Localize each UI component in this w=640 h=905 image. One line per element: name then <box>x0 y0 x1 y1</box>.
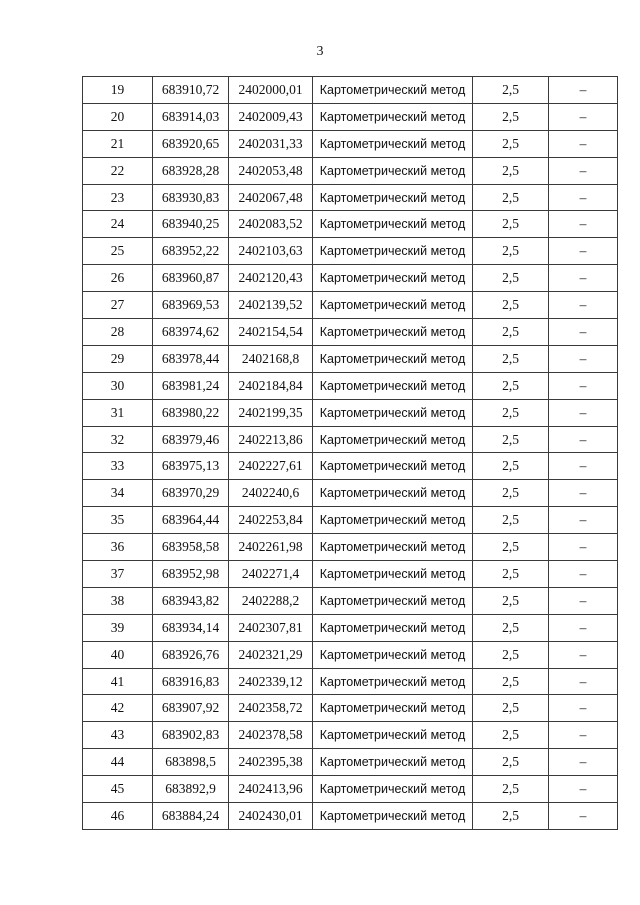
method-cell: Картометрический метод <box>313 534 473 561</box>
method-cell: Картометрический метод <box>313 265 473 292</box>
note-cell: – <box>549 265 618 292</box>
y-coordinate-cell: 2402120,43 <box>229 265 313 292</box>
x-coordinate-cell: 683884,24 <box>153 803 229 830</box>
accuracy-cell: 2,5 <box>473 77 549 104</box>
accuracy-cell: 2,5 <box>473 319 549 346</box>
method-cell: Картометрический метод <box>313 749 473 776</box>
method-cell: Картометрический метод <box>313 695 473 722</box>
x-coordinate-cell: 683980,22 <box>153 399 229 426</box>
note-cell: – <box>549 319 618 346</box>
accuracy-cell: 2,5 <box>473 238 549 265</box>
table-row <box>83 561 618 588</box>
x-coordinate-cell: 683930,83 <box>153 184 229 211</box>
table-row <box>83 184 618 211</box>
y-coordinate-cell: 2402240,6 <box>229 480 313 507</box>
accuracy-cell: 2,5 <box>473 641 549 668</box>
point-number-cell: 44 <box>83 749 153 776</box>
method-cell: Картометрический метод <box>313 803 473 830</box>
point-number-cell: 34 <box>83 480 153 507</box>
point-number-cell: 46 <box>83 803 153 830</box>
accuracy-cell: 2,5 <box>473 399 549 426</box>
note-cell: – <box>549 587 618 614</box>
point-number-cell: 43 <box>83 722 153 749</box>
y-coordinate-cell: 2402288,2 <box>229 587 313 614</box>
x-coordinate-cell: 683970,29 <box>153 480 229 507</box>
note-cell: – <box>549 77 618 104</box>
y-coordinate-cell: 2402261,98 <box>229 534 313 561</box>
y-coordinate-cell: 2402000,01 <box>229 77 313 104</box>
accuracy-cell: 2,5 <box>473 265 549 292</box>
accuracy-cell: 2,5 <box>473 345 549 372</box>
table-row <box>83 345 618 372</box>
accuracy-cell: 2,5 <box>473 507 549 534</box>
x-coordinate-cell: 683892,9 <box>153 776 229 803</box>
y-coordinate-cell: 2402378,58 <box>229 722 313 749</box>
point-number-cell: 38 <box>83 587 153 614</box>
table-row <box>83 776 618 803</box>
y-coordinate-cell: 2402307,81 <box>229 614 313 641</box>
method-cell: Картометрический метод <box>313 668 473 695</box>
table-row <box>83 130 618 157</box>
point-number-cell: 40 <box>83 641 153 668</box>
point-number-cell: 23 <box>83 184 153 211</box>
table-row <box>83 319 618 346</box>
y-coordinate-cell: 2402154,54 <box>229 319 313 346</box>
x-coordinate-cell: 683979,46 <box>153 426 229 453</box>
point-number-cell: 28 <box>83 319 153 346</box>
table-row <box>83 453 618 480</box>
x-coordinate-cell: 683916,83 <box>153 668 229 695</box>
x-coordinate-cell: 683969,53 <box>153 292 229 319</box>
point-number-cell: 39 <box>83 614 153 641</box>
accuracy-cell: 2,5 <box>473 130 549 157</box>
method-cell: Картометрический метод <box>313 561 473 588</box>
y-coordinate-cell: 2402168,8 <box>229 345 313 372</box>
note-cell: – <box>549 292 618 319</box>
accuracy-cell: 2,5 <box>473 372 549 399</box>
table-row <box>83 77 618 104</box>
x-coordinate-cell: 683952,98 <box>153 561 229 588</box>
y-coordinate-cell: 2402103,63 <box>229 238 313 265</box>
note-cell: – <box>549 749 618 776</box>
point-number-cell: 21 <box>83 130 153 157</box>
y-coordinate-cell: 2402395,38 <box>229 749 313 776</box>
x-coordinate-cell: 683907,92 <box>153 695 229 722</box>
accuracy-cell: 2,5 <box>473 803 549 830</box>
point-number-cell: 33 <box>83 453 153 480</box>
method-cell: Картометрический метод <box>313 722 473 749</box>
y-coordinate-cell: 2402413,96 <box>229 776 313 803</box>
accuracy-cell: 2,5 <box>473 614 549 641</box>
accuracy-cell: 2,5 <box>473 722 549 749</box>
note-cell: – <box>549 803 618 830</box>
table-row <box>83 265 618 292</box>
y-coordinate-cell: 2402271,4 <box>229 561 313 588</box>
table-row <box>83 372 618 399</box>
x-coordinate-cell: 683920,65 <box>153 130 229 157</box>
table-row <box>83 399 618 426</box>
table-row <box>83 480 618 507</box>
note-cell: – <box>549 130 618 157</box>
note-cell: – <box>549 668 618 695</box>
accuracy-cell: 2,5 <box>473 587 549 614</box>
table-row <box>83 426 618 453</box>
note-cell: – <box>549 480 618 507</box>
x-coordinate-cell: 683978,44 <box>153 345 229 372</box>
x-coordinate-cell: 683898,5 <box>153 749 229 776</box>
y-coordinate-cell: 2402213,86 <box>229 426 313 453</box>
accuracy-cell: 2,5 <box>473 292 549 319</box>
method-cell: Картометрический метод <box>313 130 473 157</box>
note-cell: – <box>549 722 618 749</box>
point-number-cell: 31 <box>83 399 153 426</box>
method-cell: Картометрический метод <box>313 399 473 426</box>
table-row <box>83 292 618 319</box>
point-number-cell: 25 <box>83 238 153 265</box>
y-coordinate-cell: 2402339,12 <box>229 668 313 695</box>
method-cell: Картометрический метод <box>313 238 473 265</box>
y-coordinate-cell: 2402253,84 <box>229 507 313 534</box>
x-coordinate-cell: 683940,25 <box>153 211 229 238</box>
method-cell: Картометрический метод <box>313 480 473 507</box>
point-number-cell: 45 <box>83 776 153 803</box>
x-coordinate-cell: 683975,13 <box>153 453 229 480</box>
table-row <box>83 641 618 668</box>
table-row <box>83 211 618 238</box>
note-cell: – <box>549 103 618 130</box>
table-row <box>83 534 618 561</box>
accuracy-cell: 2,5 <box>473 561 549 588</box>
x-coordinate-cell: 683974,62 <box>153 319 229 346</box>
note-cell: – <box>549 345 618 372</box>
table-row <box>83 238 618 265</box>
y-coordinate-cell: 2402067,48 <box>229 184 313 211</box>
method-cell: Картометрический метод <box>313 184 473 211</box>
accuracy-cell: 2,5 <box>473 668 549 695</box>
point-number-cell: 20 <box>83 103 153 130</box>
method-cell: Картометрический метод <box>313 453 473 480</box>
x-coordinate-cell: 683981,24 <box>153 372 229 399</box>
accuracy-cell: 2,5 <box>473 776 549 803</box>
method-cell: Картометрический метод <box>313 426 473 453</box>
x-coordinate-cell: 683910,72 <box>153 77 229 104</box>
accuracy-cell: 2,5 <box>473 211 549 238</box>
note-cell: – <box>549 426 618 453</box>
note-cell: – <box>549 614 618 641</box>
method-cell: Картометрический метод <box>313 372 473 399</box>
method-cell: Картометрический метод <box>313 157 473 184</box>
x-coordinate-cell: 683928,28 <box>153 157 229 184</box>
x-coordinate-cell: 683952,22 <box>153 238 229 265</box>
note-cell: – <box>549 157 618 184</box>
table-row <box>83 749 618 776</box>
note-cell: – <box>549 238 618 265</box>
y-coordinate-cell: 2402227,61 <box>229 453 313 480</box>
note-cell: – <box>549 399 618 426</box>
note-cell: – <box>549 561 618 588</box>
table-row <box>83 695 618 722</box>
point-number-cell: 27 <box>83 292 153 319</box>
point-number-cell: 41 <box>83 668 153 695</box>
method-cell: Картометрический метод <box>313 641 473 668</box>
note-cell: – <box>549 211 618 238</box>
accuracy-cell: 2,5 <box>473 695 549 722</box>
x-coordinate-cell: 683964,44 <box>153 507 229 534</box>
method-cell: Картометрический метод <box>313 211 473 238</box>
point-number-cell: 19 <box>83 77 153 104</box>
table-row <box>83 507 618 534</box>
x-coordinate-cell: 683926,76 <box>153 641 229 668</box>
point-number-cell: 26 <box>83 265 153 292</box>
y-coordinate-cell: 2402139,52 <box>229 292 313 319</box>
method-cell: Картометрический метод <box>313 776 473 803</box>
point-number-cell: 35 <box>83 507 153 534</box>
note-cell: – <box>549 507 618 534</box>
x-coordinate-cell: 683902,83 <box>153 722 229 749</box>
coordinates-table-body <box>83 77 618 830</box>
x-coordinate-cell: 683914,03 <box>153 103 229 130</box>
point-number-cell: 42 <box>83 695 153 722</box>
accuracy-cell: 2,5 <box>473 480 549 507</box>
table-row <box>83 157 618 184</box>
accuracy-cell: 2,5 <box>473 534 549 561</box>
y-coordinate-cell: 2402184,84 <box>229 372 313 399</box>
method-cell: Картометрический метод <box>313 103 473 130</box>
x-coordinate-cell: 683960,87 <box>153 265 229 292</box>
accuracy-cell: 2,5 <box>473 749 549 776</box>
method-cell: Картометрический метод <box>313 507 473 534</box>
point-number-cell: 29 <box>83 345 153 372</box>
table-row <box>83 103 618 130</box>
method-cell: Картометрический метод <box>313 614 473 641</box>
y-coordinate-cell: 2402031,33 <box>229 130 313 157</box>
point-number-cell: 24 <box>83 211 153 238</box>
note-cell: – <box>549 534 618 561</box>
point-number-cell: 30 <box>83 372 153 399</box>
note-cell: – <box>549 776 618 803</box>
x-coordinate-cell: 683934,14 <box>153 614 229 641</box>
method-cell: Картометрический метод <box>313 319 473 346</box>
y-coordinate-cell: 2402199,35 <box>229 399 313 426</box>
method-cell: Картометрический метод <box>313 77 473 104</box>
accuracy-cell: 2,5 <box>473 103 549 130</box>
accuracy-cell: 2,5 <box>473 426 549 453</box>
y-coordinate-cell: 2402430,01 <box>229 803 313 830</box>
method-cell: Картометрический метод <box>313 345 473 372</box>
coordinates-table <box>82 76 618 830</box>
note-cell: – <box>549 695 618 722</box>
accuracy-cell: 2,5 <box>473 157 549 184</box>
y-coordinate-cell: 2402358,72 <box>229 695 313 722</box>
table-row <box>83 722 618 749</box>
note-cell: – <box>549 184 618 211</box>
note-cell: – <box>549 372 618 399</box>
table-row <box>83 803 618 830</box>
x-coordinate-cell: 683958,58 <box>153 534 229 561</box>
point-number-cell: 32 <box>83 426 153 453</box>
note-cell: – <box>549 453 618 480</box>
table-row <box>83 614 618 641</box>
table-row <box>83 668 618 695</box>
point-number-cell: 37 <box>83 561 153 588</box>
y-coordinate-cell: 2402321,29 <box>229 641 313 668</box>
method-cell: Картометрический метод <box>313 292 473 319</box>
y-coordinate-cell: 2402083,52 <box>229 211 313 238</box>
page-number: 3 <box>316 44 324 59</box>
note-cell: – <box>549 641 618 668</box>
point-number-cell: 36 <box>83 534 153 561</box>
y-coordinate-cell: 2402009,43 <box>229 103 313 130</box>
accuracy-cell: 2,5 <box>473 453 549 480</box>
x-coordinate-cell: 683943,82 <box>153 587 229 614</box>
method-cell: Картометрический метод <box>313 587 473 614</box>
y-coordinate-cell: 2402053,48 <box>229 157 313 184</box>
accuracy-cell: 2,5 <box>473 184 549 211</box>
table-row <box>83 587 618 614</box>
point-number-cell: 22 <box>83 157 153 184</box>
